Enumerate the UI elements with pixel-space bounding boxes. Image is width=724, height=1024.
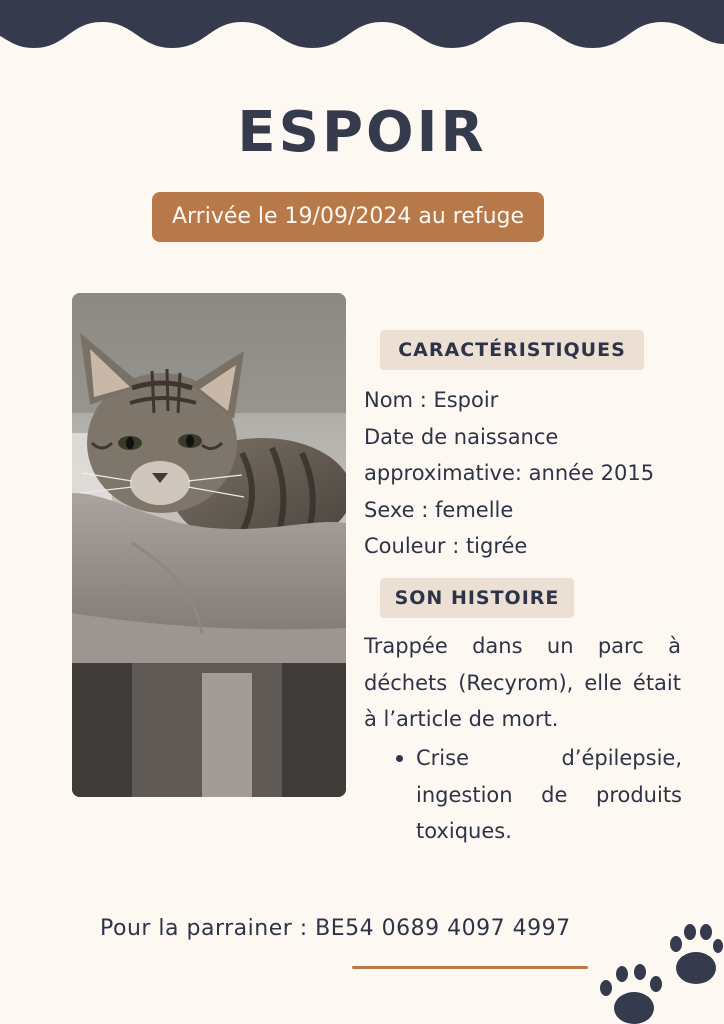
sponsor-underline	[352, 966, 588, 969]
detail-color: Couleur : tigrée	[364, 534, 528, 558]
detail-name: Nom : Espoir	[364, 388, 499, 412]
detail-sex: Sexe : femelle	[364, 497, 514, 522]
page-title: ESPOIR	[237, 100, 487, 165]
history-bullet-text: Crise d’épilepsie, ingestion de produits toxiques.	[416, 746, 682, 843]
bullet-dot-icon	[396, 755, 403, 762]
characteristics-header: CARACTÉRISTIQUES	[380, 330, 644, 370]
history-bullet-item	[394, 740, 682, 850]
sponsor-iban: Pour la parrainer : BE54 0689 4097 4997	[100, 916, 571, 941]
history-bullets	[394, 740, 682, 850]
top-wave-decoration	[0, 0, 724, 60]
history-header: SON HISTOIRE	[380, 578, 574, 618]
history-text: Trappée dans un parc à déchets (Recyrom), elle était à l’article de mort.	[364, 634, 681, 731]
detail-birth-label: Date de naissance	[364, 424, 559, 449]
cat-photo	[72, 293, 346, 797]
detail-birth-year: approximative: année 2015	[364, 461, 655, 485]
arrival-badge: Arrivée le 19/09/2024 au refuge	[152, 192, 544, 242]
paw-prints-icon	[596, 922, 724, 1024]
characteristics-list	[364, 382, 654, 565]
